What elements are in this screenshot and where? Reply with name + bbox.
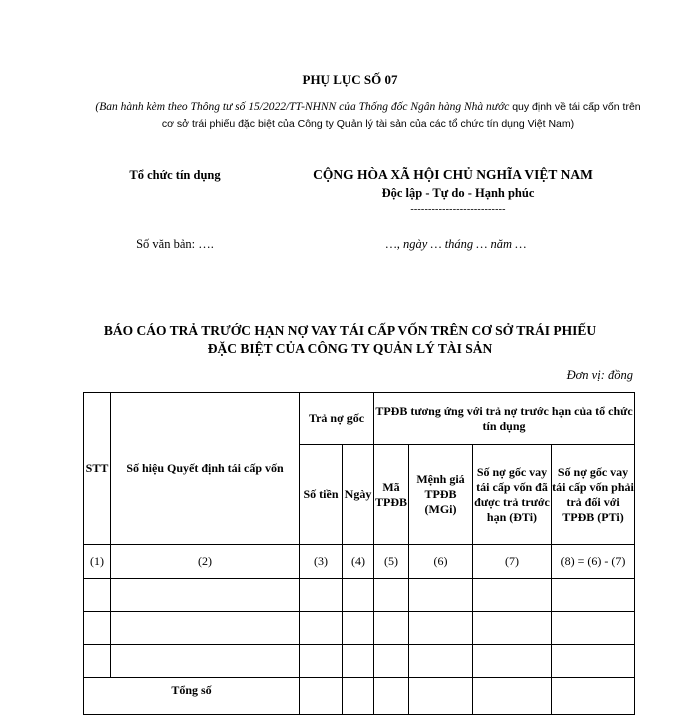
table-cell (374, 645, 409, 678)
table-cell (552, 579, 635, 612)
subtitle-italic: (Ban hành kèm theo Thông tư số 15/2022/TT-NHNN của Thống đốc Ngân hàng Nhà nước (95, 101, 510, 113)
numbering-row (84, 545, 635, 579)
table-cell (300, 678, 343, 715)
table-cell (343, 579, 374, 612)
table-row (84, 579, 635, 612)
header-row-1 (84, 393, 635, 445)
numbering-cell: (2) (111, 545, 300, 579)
appendix-title: PHỤ LỤC SỐ 07 (302, 72, 398, 87)
table-cell (343, 678, 374, 715)
table-cell (300, 579, 343, 612)
numbering-cell: (8) = (6) - (7) (552, 545, 635, 579)
col-header-date: Ngày (343, 445, 374, 545)
col-header-prepaid: Số nợ gốc vay tái cấp vốn đã được trả trước hạn (ĐTi) (473, 445, 552, 545)
table-cell (111, 579, 300, 612)
total-label: Tổng số (171, 683, 212, 697)
table-cell (473, 678, 552, 715)
table-cell (111, 645, 300, 678)
unit-label: Đơn vị: đồng (566, 368, 633, 382)
col-header-amount: Số tiền (300, 445, 343, 545)
numbering-cell: (5) (374, 545, 409, 579)
table-cell (374, 612, 409, 645)
col-header-stt: STT (84, 393, 111, 545)
report-title-line-1: BÁO CÁO TRẢ TRƯỚC HẠN NỢ VAY TÁI CẤP VỐN TRÊN CƠ SỞ TRÁI PHIẾU (103, 323, 597, 338)
table-cell (84, 612, 111, 645)
table-cell (84, 579, 111, 612)
table-cell (343, 612, 374, 645)
subtitle-rest: quy định về tái cấp vốn trên cơ sở trái phiếu đặc biệt của Công ty Quản lý tài sản của các tổ chức tín dụng Việt Nam) (161, 101, 641, 130)
total-row (84, 678, 635, 715)
col-header-decision: Số hiệu Quyết định tái cấp vốn (111, 393, 300, 545)
table-row (84, 612, 635, 645)
numbering-cell: (4) (343, 545, 374, 579)
organization-label: Tổ chức tín dụng (129, 168, 221, 182)
table-cell (409, 678, 473, 715)
group-header-tpdb: TPĐB tương ứng với trả nợ trước hạn của tổ chức tín dụng (374, 393, 635, 445)
numbering-cell: (1) (84, 545, 111, 579)
numbering-cell: (3) (300, 545, 343, 579)
table-cell (552, 612, 635, 645)
table-cell (409, 579, 473, 612)
col-header-code: Mã TPĐB (374, 445, 409, 545)
col-header-payable: Số nợ gốc vay tái cấp vốn phải trả đối với TPĐB (PTi) (552, 445, 635, 545)
table-cell (409, 612, 473, 645)
date-line: …, ngày … tháng … năm … (385, 237, 527, 251)
total-label-cell (84, 678, 300, 715)
table-cell (552, 678, 635, 715)
group-header-principal: Trả nợ gốc (300, 393, 374, 445)
table-cell (374, 579, 409, 612)
report-title (70, 322, 630, 358)
report-title-line-2: ĐẶC BIỆT CỦA CÔNG TY QUẢN LÝ TÀI SẢN (207, 341, 493, 356)
numbering-cell: (6) (409, 545, 473, 579)
table-cell (343, 645, 374, 678)
table-cell (374, 678, 409, 715)
col-header-face-value: Mệnh giá TPĐB (MGi) (409, 445, 473, 545)
table-row (84, 645, 635, 678)
table-cell (473, 645, 552, 678)
motto-separator: --------------------------- (410, 204, 506, 215)
numbering-cell: (7) (473, 545, 552, 579)
table-cell (84, 645, 111, 678)
table-cell (473, 612, 552, 645)
table-cell (300, 612, 343, 645)
table-cell (300, 645, 343, 678)
document-number: Số văn bản: …. (136, 237, 214, 251)
report-table (83, 392, 635, 715)
national-motto: Độc lập - Tự do - Hạnh phúc (381, 186, 535, 200)
appendix-subtitle (88, 99, 648, 133)
nation-name: CỘNG HÒA XÃ HỘI CHỦ NGHĨA VIỆT NAM (313, 167, 593, 182)
table-cell (111, 612, 300, 645)
table-cell (409, 645, 473, 678)
table-cell (473, 579, 552, 612)
table-cell (552, 645, 635, 678)
